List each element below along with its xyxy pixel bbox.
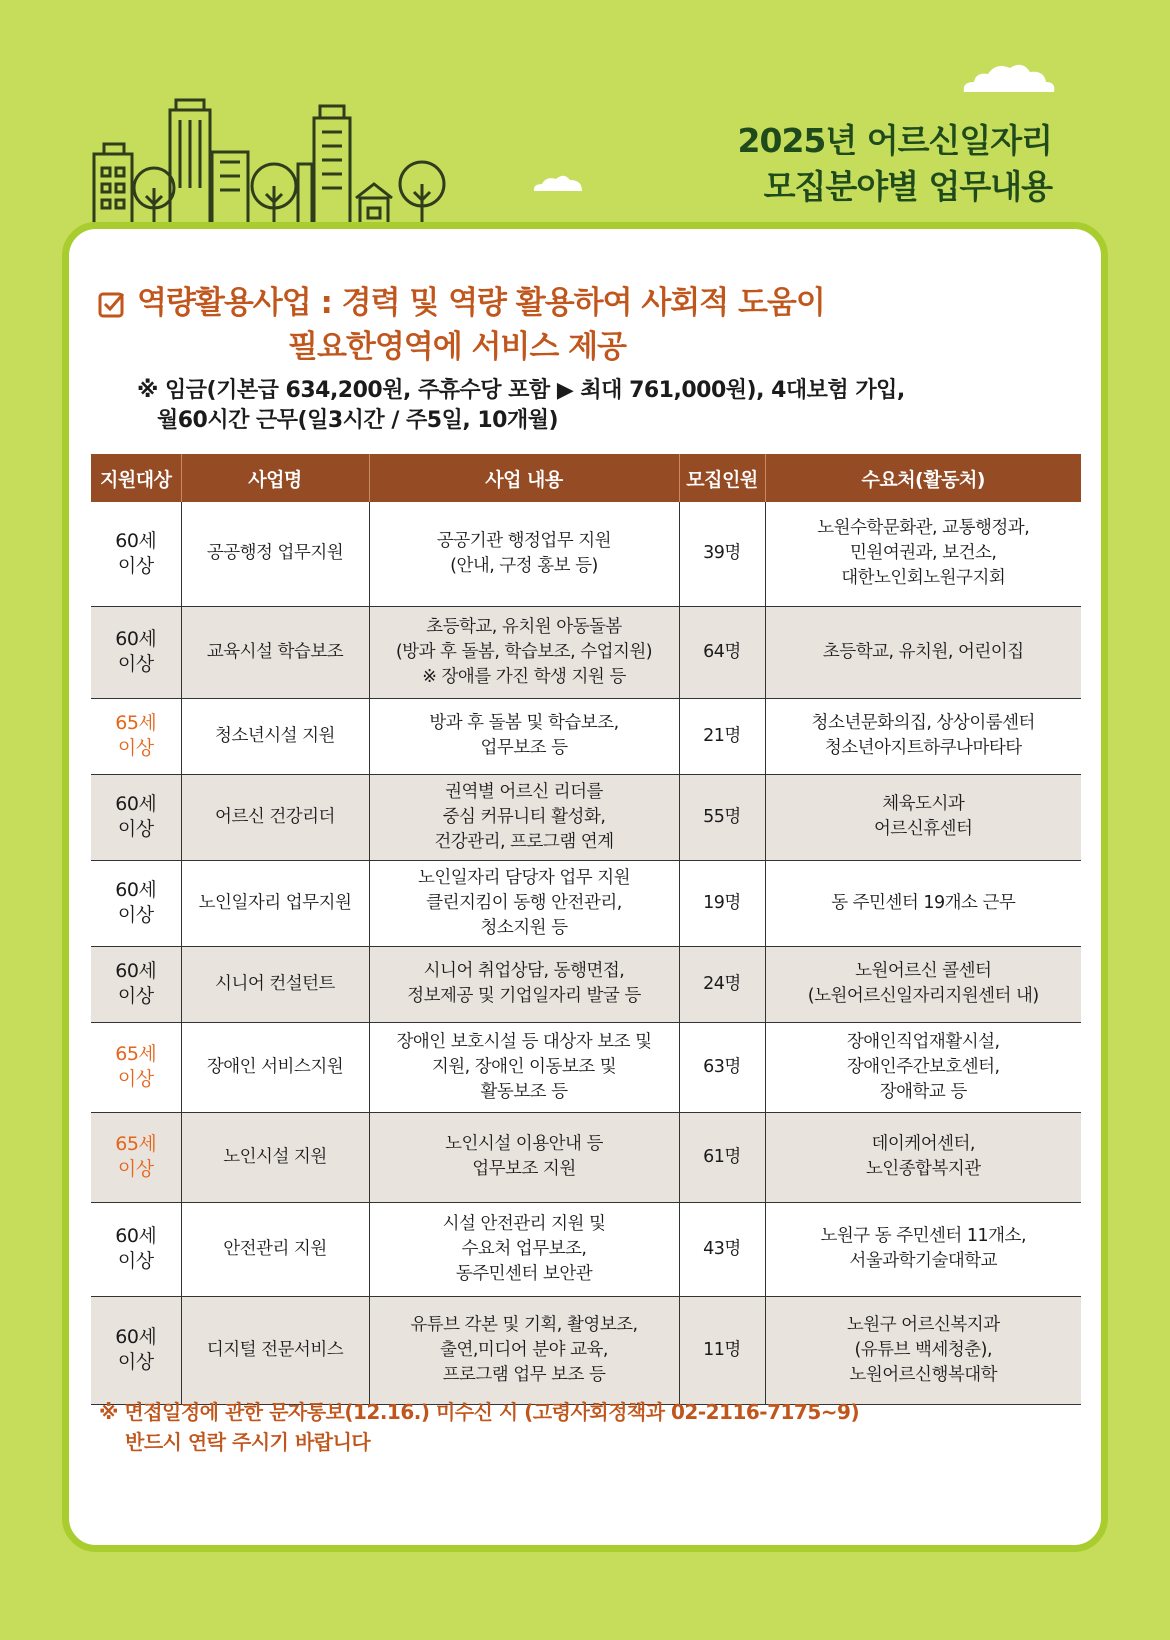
age-cell — [91, 698, 181, 774]
title-line-2: 모집분야별 업무내용 — [763, 167, 1052, 206]
footer-note-line-2: 반드시 연락 주시기 바랍니다 — [125, 1430, 371, 1454]
workplace-cell-line: 민원여권과, 보건소, — [850, 543, 997, 564]
workplace-cell — [765, 1202, 1081, 1296]
wage-note — [137, 376, 905, 436]
program-content-cell-line: (안내, 구정 홍보 등) — [450, 555, 598, 576]
workplace-cell-line: 노원구 어르신복지과 — [846, 1314, 1000, 1335]
workplace-cell-line: 체육도시과 — [882, 794, 965, 814]
workplace-cell-line: 대한노인회노원구지회 — [841, 568, 1006, 589]
age-cell-line: 65세 — [115, 1133, 157, 1155]
program-content-cell-line: 동주민센터 보안관 — [455, 1263, 593, 1284]
header-cell: 사업 내용 — [369, 454, 679, 502]
program-content-cell-line: 지원, 장애인 이동보조 및 — [431, 1056, 617, 1077]
program-name-cell: 안전관리 지원 — [181, 1202, 369, 1296]
program-name-cell: 어르신 건강리더 — [181, 774, 369, 860]
table-row — [91, 1296, 1081, 1404]
wage-note-line-1: ※ 임금(기본급 634,200원, 주휴수당 포함 ▶ 최대 761,000원), 4대보험 가입, — [137, 378, 905, 403]
table-header-row — [91, 454, 1081, 502]
age-cell-line: 이상 — [117, 1250, 154, 1272]
table-row — [91, 502, 1081, 606]
job-table — [91, 454, 1081, 1405]
age-cell — [91, 1296, 181, 1404]
age-cell — [91, 606, 181, 698]
program-content-cell-line: 장애인 보호시설 등 대상자 보조 및 — [396, 1031, 652, 1052]
page-title — [738, 118, 1052, 210]
workplace-cell — [765, 502, 1081, 606]
age-cell-line: 65세 — [115, 1043, 157, 1065]
workplace-cell-line: 장애학교 등 — [879, 1081, 967, 1102]
footer-note — [99, 1397, 859, 1457]
program-content-cell-line: 방과 후 돌봄 및 학습보조, — [429, 713, 619, 733]
program-content-cell-line: 노인일자리 담당자 업무 지원 — [417, 867, 631, 888]
workplace-cell-line: 데이케어센터, — [871, 1134, 975, 1154]
workplace-cell — [765, 1022, 1081, 1112]
program-content-cell — [369, 606, 679, 698]
program-content-cell-line: 시니어 취업상담, 동행면접, — [423, 961, 625, 981]
program-content-cell-line: 클린지킴이 동행 안전관리, — [426, 892, 622, 913]
age-cell-line: 이상 — [117, 1158, 154, 1180]
header-cell: 사업명 — [181, 454, 369, 502]
age-cell — [91, 1202, 181, 1296]
age-cell-line: 이상 — [117, 554, 154, 577]
age-cell — [91, 502, 181, 606]
recruit-count-cell: 55명 — [679, 774, 765, 860]
table-row — [91, 860, 1081, 946]
age-cell — [91, 946, 181, 1022]
workplace-cell-line: 장애인직업재활시설, — [846, 1031, 1000, 1052]
program-content-cell-line: 업무보조 등 — [480, 738, 568, 758]
table-row — [91, 774, 1081, 860]
program-content-cell — [369, 502, 679, 606]
program-content-cell-line: 노인시설 이용안내 등 — [445, 1134, 603, 1154]
program-content-cell — [369, 1112, 679, 1202]
program-content-cell-line: 프로그램 업무 보조 등 — [442, 1364, 606, 1385]
header-cell: 수요처(활동처) — [765, 454, 1081, 502]
city-skyline-icon — [88, 88, 498, 228]
program-name-cell: 노인시설 지원 — [181, 1112, 369, 1202]
workplace-cell-line: 서울과학기술대학교 — [849, 1251, 998, 1271]
recruit-count-cell: 39명 — [679, 502, 765, 606]
age-cell-line: 이상 — [117, 904, 154, 926]
recruit-count-cell: 21명 — [679, 698, 765, 774]
table-row — [91, 946, 1081, 1022]
age-cell-line: 60세 — [115, 1225, 157, 1247]
recruit-count-cell: 19명 — [679, 860, 765, 946]
heading-line-1: 역량활용사업 : 경력 및 역량 활용하여 사회적 도움이 — [137, 285, 825, 321]
program-content-cell-line: 초등학교, 유치원 아동돌봄 — [426, 616, 622, 637]
workplace-cell-line: 노원수학문화관, 교통행정과, — [817, 518, 1030, 539]
table-row — [91, 1202, 1081, 1296]
program-name-cell: 디지털 전문서비스 — [181, 1296, 369, 1404]
program-content-cell-line: (방과 후 돌봄, 학습보조, 수업지원) — [395, 641, 653, 662]
workplace-cell — [765, 946, 1081, 1022]
program-content-cell-line: 업무보조 지원 — [472, 1159, 576, 1179]
table-row — [91, 1112, 1081, 1202]
program-content-cell-line: 유튜브 각본 및 기획, 촬영보조, — [410, 1314, 638, 1335]
program-content-cell-line: 중심 커뮤니티 활성화, — [442, 806, 606, 827]
header-cell: 모집인원 — [679, 454, 765, 502]
cloud-icon — [958, 60, 1058, 94]
age-cell — [91, 1022, 181, 1112]
recruit-count-cell: 11명 — [679, 1296, 765, 1404]
workplace-cell-line: (노원어르신일자리지원센터 내) — [807, 986, 1039, 1006]
program-content-cell-line: 공공기관 행정업무 지원 — [436, 530, 612, 551]
table-row — [91, 1022, 1081, 1112]
program-content-cell — [369, 1296, 679, 1404]
workplace-cell-line: 노원구 동 주민센터 11개소, — [820, 1226, 1027, 1246]
workplace-cell — [765, 1112, 1081, 1202]
table-row — [91, 606, 1081, 698]
program-content-cell-line: 출연,미디어 분야 교육, — [440, 1339, 608, 1360]
program-name-cell: 교육시설 학습보조 — [181, 606, 369, 698]
program-content-cell-line: 청소지원 등 — [480, 917, 568, 938]
workplace-cell-line: 동 주민센터 19개소 근무 — [831, 892, 1016, 913]
workplace-cell-line: 노인종합복지관 — [865, 1159, 981, 1179]
age-cell — [91, 1112, 181, 1202]
program-content-cell-line: 정보제공 및 기업일자리 발굴 등 — [407, 986, 641, 1006]
age-cell-line: 60세 — [115, 960, 157, 982]
workplace-cell — [765, 774, 1081, 860]
workplace-cell-line: 노원어르신행복대학 — [849, 1364, 998, 1385]
cloud-icon — [530, 172, 586, 192]
age-cell-line: 60세 — [115, 628, 157, 650]
workplace-cell-line: 장애인주간보호센터, — [846, 1056, 1000, 1077]
checkbox-icon — [97, 289, 127, 319]
age-cell-line: 60세 — [115, 529, 157, 552]
age-cell-line: 60세 — [115, 879, 157, 901]
age-cell-line: 이상 — [117, 1068, 154, 1090]
age-cell-line: 이상 — [117, 653, 154, 675]
recruit-count-cell: 63명 — [679, 1022, 765, 1112]
age-cell-line: 이상 — [117, 818, 154, 840]
workplace-cell — [765, 606, 1081, 698]
heading-line-2: 필요한영역에 서비스 제공 — [288, 329, 626, 365]
program-content-cell-line: 활동보조 등 — [480, 1081, 568, 1102]
workplace-cell-line: 청소년문화의집, 상상이룸센터 — [811, 713, 1035, 733]
age-cell-line: 이상 — [117, 985, 154, 1007]
age-cell-line: 이상 — [117, 1351, 154, 1373]
program-content-cell — [369, 1022, 679, 1112]
program-content-cell-line: ※ 장애를 가진 학생 지원 등 — [422, 666, 626, 687]
wage-note-line-2: 월60시간 근무(일3시간 / 주5일, 10개월) — [157, 408, 559, 433]
recruit-count-cell: 64명 — [679, 606, 765, 698]
age-cell-line: 60세 — [115, 1326, 157, 1348]
program-name-cell: 시니어 컨설턴트 — [181, 946, 369, 1022]
recruit-count-cell: 43명 — [679, 1202, 765, 1296]
workplace-cell — [765, 860, 1081, 946]
program-content-cell-line: 건강관리, 프로그램 연계 — [434, 831, 614, 852]
workplace-cell-line: 초등학교, 유치원, 어린이집 — [822, 641, 1024, 662]
program-content-cell-line: 권역별 어르신 리더를 — [445, 781, 603, 802]
age-cell — [91, 774, 181, 860]
workplace-cell-line: (유튜브 백세청춘), — [854, 1339, 993, 1360]
program-content-cell — [369, 860, 679, 946]
age-cell-line: 이상 — [117, 737, 154, 759]
program-content-cell — [369, 698, 679, 774]
program-content-cell — [369, 946, 679, 1022]
content-card — [62, 222, 1108, 1552]
table-row — [91, 698, 1081, 774]
program-content-cell — [369, 774, 679, 860]
age-cell-line: 60세 — [115, 793, 157, 815]
program-name-cell: 노인일자리 업무지원 — [181, 860, 369, 946]
age-cell-line: 65세 — [115, 712, 157, 734]
workplace-cell — [765, 1296, 1081, 1404]
footer-note-line-1: ※ 면접일정에 관한 문자통보(12.16.) 미수신 시 (고령사회정책과 02-2116-7175~9) — [99, 1400, 860, 1424]
program-content-cell-line: 시설 안전관리 지원 및 — [442, 1213, 606, 1234]
program-name-cell: 청소년시설 지원 — [181, 698, 369, 774]
program-name-cell: 장애인 서비스지원 — [181, 1022, 369, 1112]
program-name-cell: 공공행정 업무지원 — [181, 502, 369, 606]
program-content-cell-line: 수요처 업무보조, — [461, 1238, 587, 1259]
recruit-count-cell: 24명 — [679, 946, 765, 1022]
workplace-cell-line: 어르신휴센터 — [874, 819, 973, 839]
recruit-count-cell: 61명 — [679, 1112, 765, 1202]
title-line-1: 2025년 어르신일자리 — [737, 121, 1052, 160]
program-content-cell — [369, 1202, 679, 1296]
workplace-cell — [765, 698, 1081, 774]
header-cell: 지원대상 — [91, 454, 181, 502]
workplace-cell-line: 청소년아지트하쿠나마타타 — [824, 738, 1022, 758]
workplace-cell-line: 노원어르신 콜센터 — [855, 961, 992, 981]
age-cell — [91, 860, 181, 946]
